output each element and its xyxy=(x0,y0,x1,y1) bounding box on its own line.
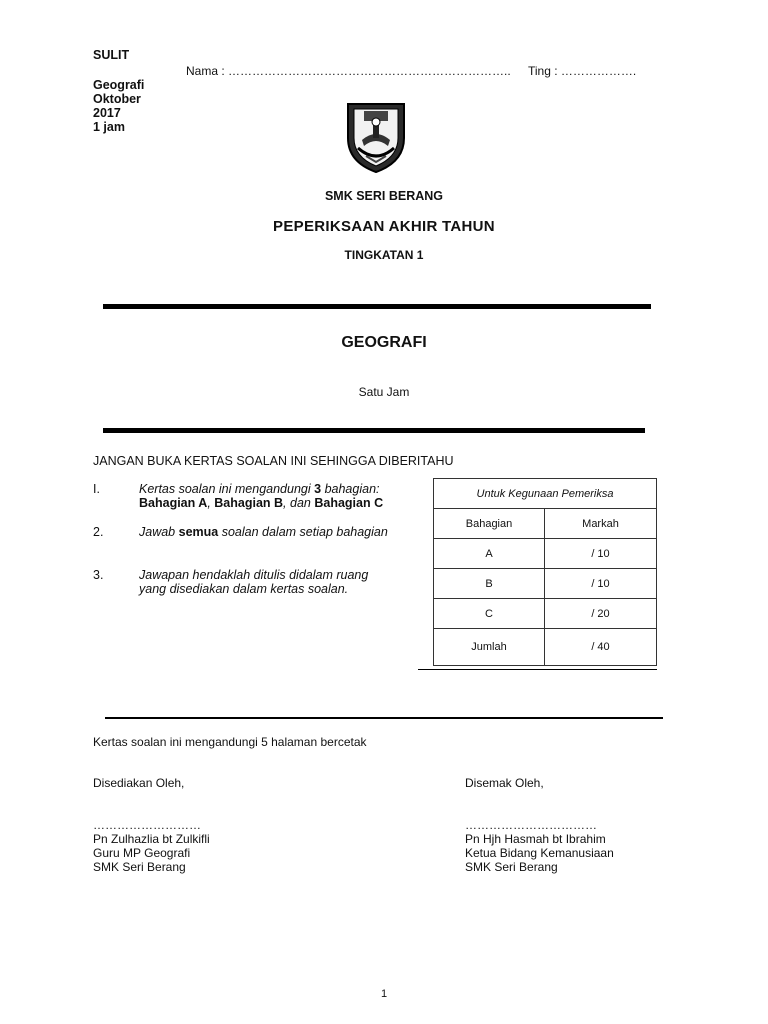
divider-middle xyxy=(103,428,645,433)
table-row xyxy=(434,629,657,666)
prepared-school: SMK Seri Berang xyxy=(93,860,186,874)
table-row xyxy=(434,599,657,629)
month-label: Oktober xyxy=(93,92,141,106)
instruction-2-post: soalan dalam setiap bahagian xyxy=(221,525,388,539)
section-c-label: Bahagian C xyxy=(314,496,384,510)
instruction-3-line2: yang disediakan dalam kertas soalan. xyxy=(139,582,349,596)
column-header-markah: Markah xyxy=(545,509,657,539)
subject-title: GEOGRAFI xyxy=(341,334,427,351)
checked-label: Disemak Oleh, xyxy=(465,776,544,790)
prepared-name: Pn Zulhazlia bt Zulkifli xyxy=(93,832,210,846)
checked-school: SMK Seri Berang xyxy=(465,860,558,874)
instruction-1 xyxy=(139,482,419,510)
prepared-label: Disediakan Oleh, xyxy=(93,776,185,790)
section-b-label: Bahagian B xyxy=(214,496,284,510)
examiner-marks-table xyxy=(433,478,657,666)
time-label: Satu Jam xyxy=(358,385,410,399)
subject-label: Geografi xyxy=(93,78,145,92)
instruction-2 xyxy=(139,525,419,539)
section-cell: B xyxy=(434,569,545,599)
pages-note: Kertas soalan ini mengandungi 5 halaman bercetak xyxy=(93,735,367,749)
mark-cell: / 20 xyxy=(545,599,657,629)
sulit-label: SULIT xyxy=(93,48,130,62)
table-caption: Untuk Kegunaan Pemeriksa xyxy=(434,479,657,509)
warning-text: JANGAN BUKA KERTAS SOALAN INI SEHINGGA DIBERITAHU xyxy=(93,454,454,468)
school-name: SMK SERI BERANG xyxy=(324,189,444,203)
form-label: TINGKATAN 1 xyxy=(344,248,424,262)
duration-label: 1 jam xyxy=(93,120,125,134)
separator-2: , dan xyxy=(283,496,311,510)
prepared-signature-line: ……………………… xyxy=(93,818,201,832)
separator-1: , xyxy=(207,496,211,510)
instruction-2-pre: Jawab xyxy=(139,525,176,539)
table-row xyxy=(434,569,657,599)
checked-by xyxy=(465,776,614,874)
instruction-3-number: 3. xyxy=(93,568,104,582)
section-cell: A xyxy=(434,539,545,569)
instruction-3 xyxy=(139,568,419,596)
mark-cell: / 10 xyxy=(545,569,657,599)
mark-cell: / 10 xyxy=(545,539,657,569)
name-field: Nama : …………………………………………………………….. xyxy=(186,64,511,78)
school-logo xyxy=(342,98,410,174)
table-row xyxy=(434,509,657,539)
instruction-1-number: I. xyxy=(93,482,100,496)
divider-top xyxy=(103,304,651,309)
checked-signature-line: …………………………… xyxy=(465,818,597,832)
table-row xyxy=(434,479,657,509)
instruction-2-number: 2. xyxy=(93,525,104,539)
column-header-bahagian: Bahagian xyxy=(434,509,545,539)
divider-bottom xyxy=(105,717,663,719)
instruction-1-text: Kertas soalan ini mengandungi xyxy=(139,482,311,496)
table-base-line xyxy=(418,669,657,670)
table-row xyxy=(434,539,657,569)
instruction-1-count: 3 xyxy=(314,482,322,496)
year-label: 2017 xyxy=(93,106,121,120)
header-left xyxy=(93,48,144,134)
prepared-role: Guru MP Geografi xyxy=(93,846,191,860)
exam-title: PEPERIKSAAN AKHIR TAHUN xyxy=(273,218,495,235)
section-cell: C xyxy=(434,599,545,629)
section-cell: Jumlah xyxy=(434,629,545,666)
checked-name: Pn Hjh Hasmah bt Ibrahim xyxy=(465,832,606,846)
instruction-2-bold: semua xyxy=(178,525,219,539)
page-number: 1 xyxy=(380,988,388,1000)
ting-field: Ting : ………………. xyxy=(528,64,637,78)
section-a-label: Bahagian A xyxy=(139,496,208,510)
mark-cell: / 40 xyxy=(545,629,657,666)
instruction-1-text-end: bahagian: xyxy=(324,482,380,496)
checked-role: Ketua Bidang Kemanusiaan xyxy=(465,846,614,860)
instruction-3-line1: Jawapan hendaklah ditulis didalam ruang xyxy=(139,568,369,582)
prepared-by xyxy=(93,776,210,874)
